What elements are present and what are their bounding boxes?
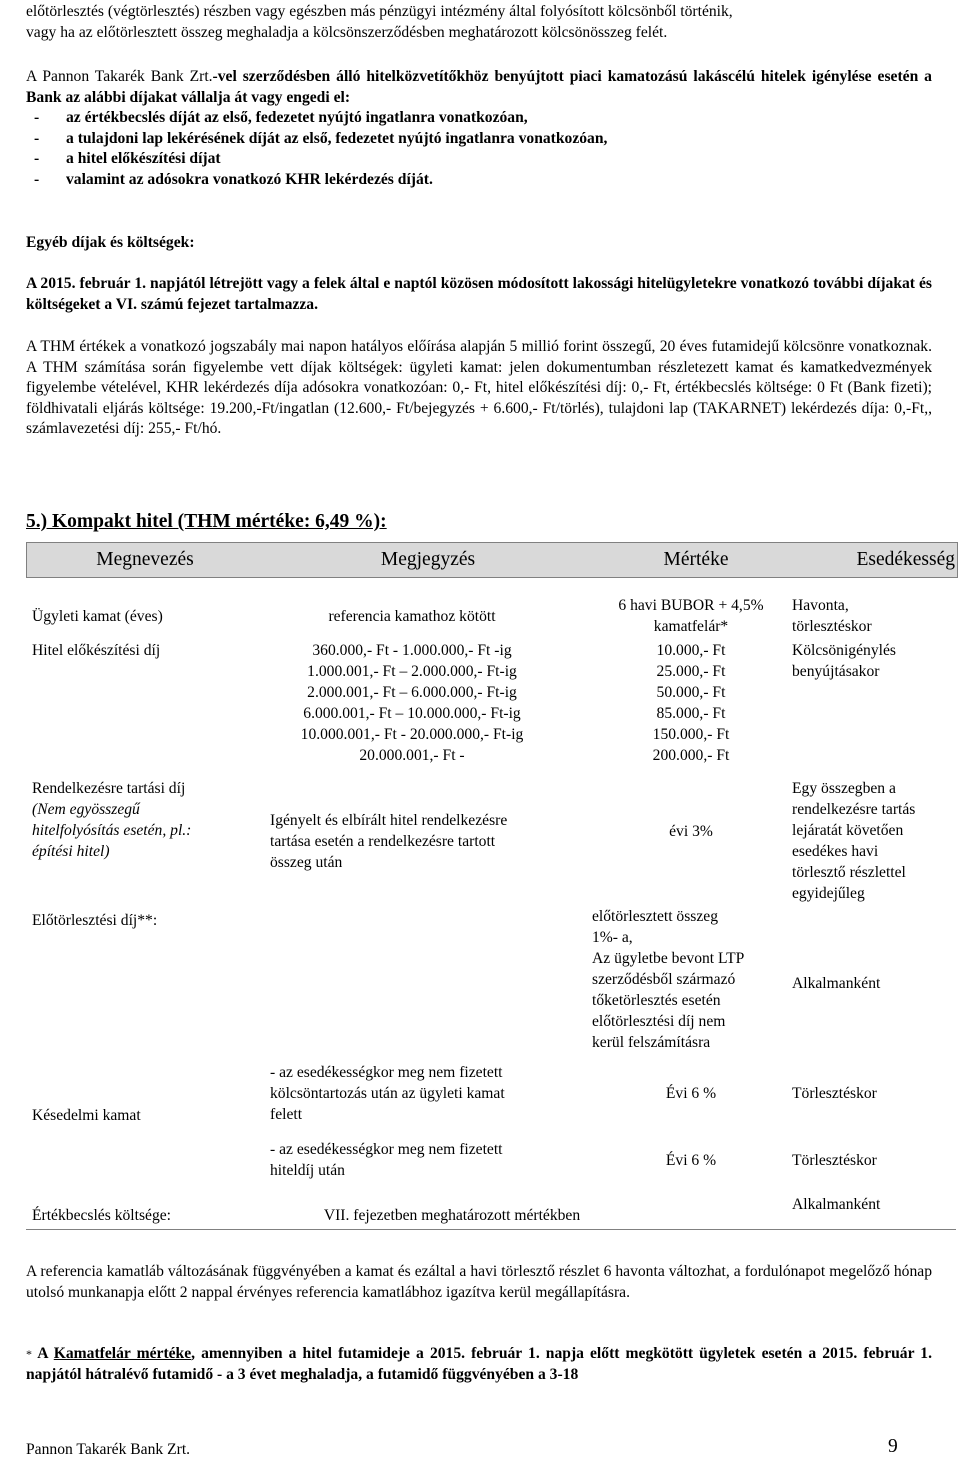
row-2-fees: 10.000,- Ft 25.000,- Ft 50.000,- Ft 85.000,- Ft 150.000,- Ft 200.000,- Ft (652, 642, 730, 764)
footer-bank-name: Pannon Takarék Bank Zrt. (26, 1441, 191, 1458)
row-4-due: Alkalmanként (792, 975, 881, 992)
row-1-rate: 6 havi BUBOR + 4,5% kamatfelár* (618, 597, 764, 635)
row-1-name: Ügyleti kamat (éves) (32, 608, 163, 625)
row-5-name: Késedelmi kamat (32, 1107, 141, 1124)
header-megjegyzes: Megjegyzés (380, 549, 476, 570)
row-5-rate-b: Évi 6 % (665, 1152, 717, 1169)
intro-paragraph (26, 2, 932, 43)
row-3-note: Igényelt és elbírált hitel rendelkezésre tartása esetén a rendelkezésre tartott összeg után (270, 812, 508, 871)
row-5-note-a: - az esedékességkor meg nem fizetett kölcsöntartozás után az ügyleti kamat felett (270, 1064, 505, 1123)
intro-line-1: előtörlesztés (végtörlesztés) részben vagy egészben más pénzügyi intézmény által folyósított kölcsönből történik, (26, 3, 733, 20)
row-2-name: Hitel előkészítési díj (32, 642, 161, 659)
thm-text-2: A THM számítása során figyelembe vett díjak költségek: ügyleti kamat: jelen dokumentumban részletezett kamat és kamatkedvezmények figyelembe vételével, KHR lekérdezés díja adósokra vonatkozóan: 0,- Ft, hitel előkészítési díj: 0,- Ft, értékbecslés költsége: 0 Ft (Bank fizeti); földhivatali eljárás költsége: 19.200,-Ft/ingatlan (12.600,- Ft/bejegyzés + 6.600,- Ft/törlés), tulajdoni lap (TAKARNET) lekérdezés díja: 0,-Ft,, számlavezetési díj: 255,- Ft/hó. (26, 358, 932, 438)
list-item: - valamint az adósokra vonatkozó KHR lekérdezés díját. (26, 170, 932, 191)
row-6-due: Alkalmanként (792, 1196, 881, 1213)
section-title: 5.) Kompakt hitel (THM mértéke: 6,49 %): (26, 511, 387, 532)
row-4-name: Előtörlesztési díj**: (32, 912, 158, 929)
row-6-note: VII. fejezetben meghatározott mértékben (323, 1207, 581, 1224)
intro-line-2: vagy ha az előtörlesztett összeg meghaladja a kölcsönszerződésben meghatározott kölcsönösszeg felét. (26, 23, 668, 41)
table-bottom-rule (26, 1229, 956, 1230)
thm-text-1: A THM értékek a vonatkozó jogszabály mai napon hatályos előírása alapján 5 millió forint összegű, 20 éves futamidejű kölcsönre vonatkoznak. (26, 338, 932, 355)
other-fees-text: A 2015. február 1. napjától létrejött vagy a felek által e naptól közösen módosított lakossági hitelügyletekre vonatkozó további díjakat és költségeket a VI. számú fejezet tartalmazza. (26, 275, 932, 313)
broker-paragraph (26, 67, 932, 191)
list-item: - az értékbecslés díját az első, fedezetet nyújtó ingatlanra vonatkozóan, (26, 108, 932, 129)
list-item: - a tulajdoni lap lekérésének díját az első, fedezetet nyújtó ingatlanra vonatkozóan, (26, 129, 932, 150)
row-5-note-b: - az esedékességkor meg nem fizetett hiteldíj után (270, 1141, 503, 1179)
row-4-rate: előtörlesztett összeg 1%- a, Az ügyletbe bevont LTP szerződésből származó tőketörlesztés esetén előtörlesztési díj nem kerül felszámításra (592, 908, 745, 1051)
broker-lead-bold: -vel szerződésben álló hitelközvetítőkhöz benyújtott piaci kamatozású lakáscélú hitelek igénylése esetén a Bank az alábbi díjakat vállalja át vagy engedi el: (26, 68, 932, 106)
header-megnevezes: Megnevezés (96, 549, 194, 570)
thm-paragraph (26, 337, 932, 440)
row-2-ranges: 360.000,- Ft - 1.000.000,- Ft -ig 1.000.001,- Ft – 2.000.000,- Ft-ig 2.000.001,- Ft – 6.000.000,- Ft-ig 6.000.001,- Ft – 10.000.000,- Ft-ig 10.000.001,- Ft - 20.000.000,- Ft-ig 20.000.001,- Ft - (300, 642, 524, 764)
row-3-name: Rendelkezésre tartási díj (Nem egyösszegű hitelfolyósítás esetén, pl.: építési hitel) (32, 780, 192, 860)
footnote-term: Kamatfelár mértéke (53, 1345, 192, 1362)
broker-fee-list (26, 108, 932, 190)
broker-lead: A Pannon Takarék Bank Zrt. (26, 68, 213, 85)
row-1-note: referencia kamathoz kötött (328, 608, 496, 625)
row-1-due: Havonta, törlesztéskor (792, 597, 872, 635)
other-fees-heading: Egyéb díjak és költségek: (26, 234, 195, 251)
table-header-row (26, 542, 958, 578)
list-item: - a hitel előkészítési díjat (26, 149, 932, 170)
row-2-due: Kölcsönigénylés benyújtásakor (792, 642, 896, 680)
header-esedekesseg: Esedékesség (856, 549, 955, 570)
row-3-due: Egy összegben a rendelkezésre tartás lejáratát követően esedékes havi törlesztő részlettel egyidejűleg (792, 780, 916, 902)
row-5-due-a: Törlesztéskor (792, 1085, 877, 1102)
row-5-rate-a: Évi 6 % (665, 1085, 717, 1102)
reference-rate-note: A referencia kamatláb változásának függvényében a kamat és ezáltal a havi törlesztő részlet 6 havonta változhat, a fordulónapot megelőző hónap utolsó munkanapja előtt 2 nappal érvényes referencia kamatlábhoz igazítva kerül megállapításra. (26, 1263, 932, 1301)
page-number: 9 (888, 1436, 898, 1457)
row-6-name: Értékbecslés költsége: (32, 1207, 171, 1224)
row-5-due-b: Törlesztéskor (792, 1152, 877, 1169)
row-3-rate: évi 3% (669, 823, 713, 840)
margin-footnote: * A Kamatfelár mértéke, amennyiben a hitel futamideje a 2015. február 1. napja előtt megkötött ügyletek esetén a 2015. február 1. napjától hátralévő futamidő - a 3 évet meghaladja, a futamidő függvényében a 3-18 (26, 1345, 932, 1383)
header-merteke: Mértéke (663, 549, 729, 570)
